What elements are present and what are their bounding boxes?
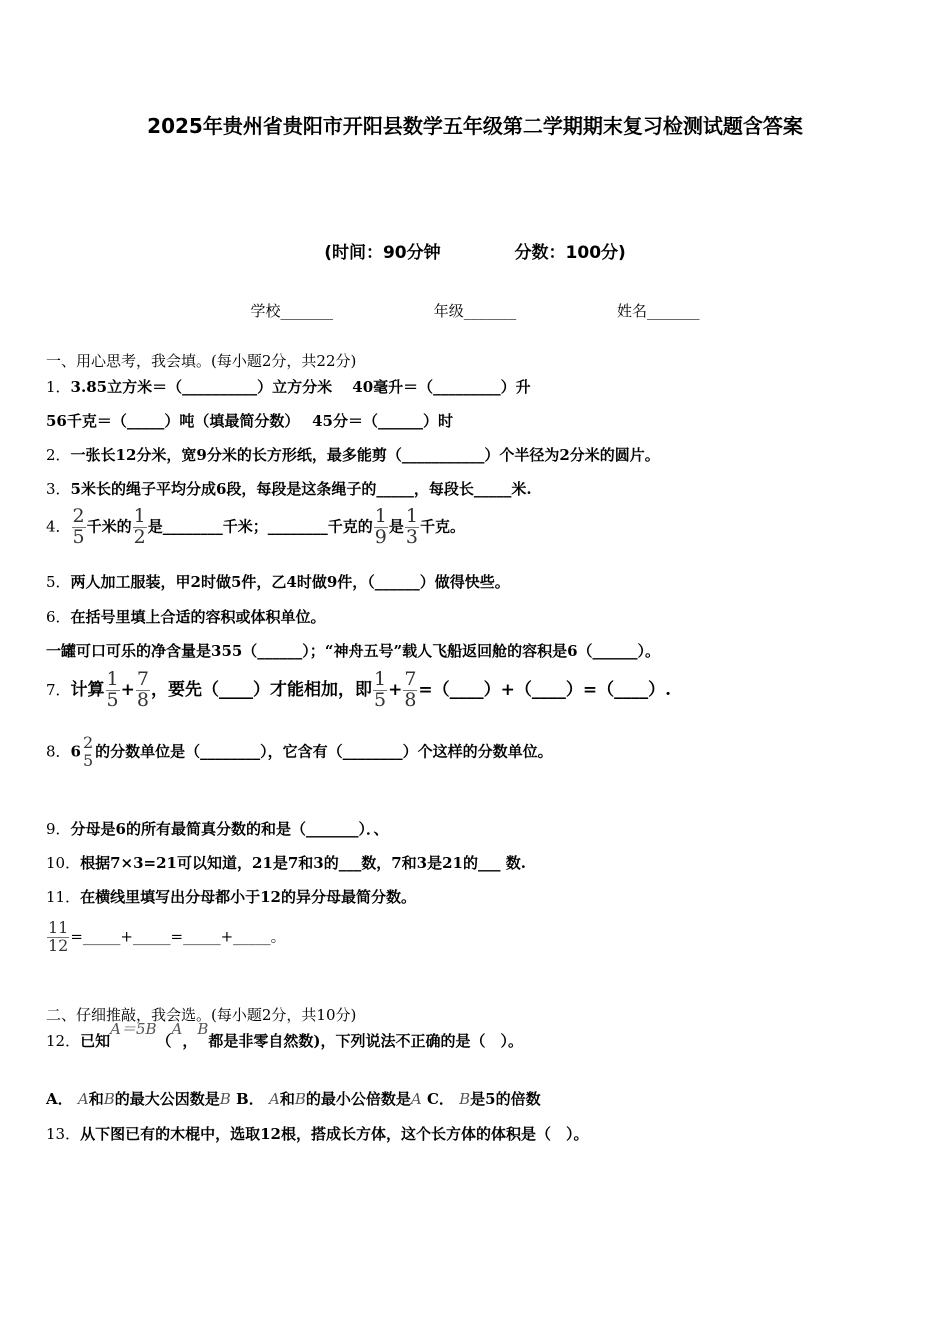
section2-heading: 二、仔细推敲，我会选。(每小题2分，共10分): [46, 1006, 357, 1024]
plus-sign: +: [388, 679, 403, 700]
question-text: ，要先（____）才能相加，即: [150, 679, 372, 700]
question-text: 3.85立方米＝（__________）立方分米 40毫升＝（_________）升: [70, 378, 531, 396]
question-number: 6．: [46, 608, 71, 626]
grade-field: 年级_______: [433, 302, 517, 320]
question-8: [46, 735, 553, 770]
exam-meta: [0, 238, 950, 263]
variable-b: B: [294, 1090, 306, 1108]
question-9: [46, 818, 389, 839]
variable-a: A: [268, 1090, 280, 1108]
question-10: [46, 852, 526, 873]
exam-time: (时间：90分钟: [324, 243, 441, 263]
question-text: 分母是6的所有最简真分数的和是（_______）．、: [70, 820, 389, 838]
fraction: $\frac{1}{5}$: [373, 668, 387, 711]
question-12-options: [46, 1088, 541, 1109]
question-4: [46, 507, 465, 548]
question-text: 计算: [70, 679, 105, 700]
fraction: $\frac{1}{2}$: [133, 505, 146, 548]
question-number: 8．: [46, 742, 71, 761]
option-b[interactable]: [236, 1090, 422, 1108]
question-text: =（____）+（____）=（____）.: [418, 679, 672, 700]
question-text: 一张长12分米，宽9分米的长方形纸，最多能剪（___________）个半径为2分米的圆片。: [70, 446, 660, 464]
question-number: 11．: [46, 888, 81, 906]
question-text: 是: [388, 517, 404, 536]
variable-a: A: [77, 1090, 89, 1108]
variable-a: A: [410, 1090, 422, 1108]
question-number: 2．: [46, 446, 71, 464]
option-label: B．: [236, 1090, 264, 1108]
question-number: 10．: [46, 854, 81, 872]
question-6-part2: 一罐可口可乐的净含量是355（______）；“神舟五号”载人飞船返回舱的容积是6（______）。: [46, 642, 661, 660]
option-text: 和: [88, 1090, 104, 1108]
option-c[interactable]: [427, 1090, 541, 1108]
fraction: $\frac{2}{5}$: [82, 733, 94, 770]
question-number: 4．: [46, 517, 71, 536]
question-6: [46, 606, 326, 627]
fraction: $\frac{7}{8}$: [404, 668, 417, 711]
equation: A＝5B: [110, 1020, 157, 1038]
variable-b: B: [103, 1090, 115, 1108]
question-11-equation: [46, 920, 286, 955]
question-7: [46, 670, 671, 711]
option-a[interactable]: [46, 1090, 231, 1108]
question-number: 13．: [46, 1125, 81, 1143]
question-3: [46, 478, 532, 499]
fraction: $\frac{11}{12}$: [48, 918, 69, 955]
variable-a: A: [171, 1020, 183, 1038]
question-text: 千米的: [86, 517, 132, 536]
question-text: （: [156, 1032, 172, 1050]
variable-b: B: [459, 1090, 471, 1108]
question-text: 两人加工服装，甲2时做5件，乙4时做9件，（______）做得快些。: [70, 573, 510, 591]
question-5: [46, 571, 510, 592]
question-1-part2: 56千克＝（_____）吨（填最简分数） 45分＝（______）时: [46, 412, 453, 430]
variable-b: B: [197, 1020, 209, 1038]
fraction: $\frac{2}{5}$: [72, 505, 85, 548]
option-text: 是5的倍数: [470, 1090, 541, 1108]
option-label: C．: [426, 1090, 454, 1108]
question-text: 从下图已有的木棍中，选取12根，搭成长方体，这个长方体的体积是（ ）。: [80, 1125, 589, 1143]
question-text: 的分数单位是（________），它含有（________）个这样的分数单位。: [95, 742, 553, 761]
question-number: 5．: [46, 573, 71, 591]
equation-blanks: =_____+_____=_____+_____。: [70, 927, 286, 946]
question-1: [46, 376, 531, 397]
question-text: 已知: [80, 1032, 111, 1050]
section1-heading: 一、用心思考，我会填。(每小题2分，共22分): [46, 352, 357, 370]
question-number: 1．: [46, 378, 71, 396]
question-number: 7．: [46, 680, 71, 699]
fraction: $\frac{1}{3}$: [405, 505, 418, 548]
name-field: 姓名_______: [617, 302, 700, 320]
question-text: 都是非零自然数)，下列说法不正确的是（ ）。: [208, 1032, 524, 1050]
question-text: ，: [182, 1032, 198, 1050]
question-number: 9．: [46, 820, 71, 838]
option-label: A．: [46, 1090, 73, 1108]
question-13: [46, 1123, 588, 1144]
question-text: 在横线里填写出分母都小于12的异分母最简分数。: [80, 888, 416, 906]
question-12: [46, 1020, 524, 1051]
question-number: 3．: [46, 480, 71, 498]
question-11: [46, 886, 416, 907]
option-text: 的最小公倍数是: [305, 1090, 411, 1108]
fraction: $\frac{1}{5}$: [106, 668, 119, 711]
fraction: $\frac{1}{9}$: [374, 505, 387, 548]
fraction: $\frac{7}{8}$: [136, 668, 149, 711]
question-number: 12．: [46, 1032, 81, 1050]
exam-score: 分数：100分): [514, 243, 626, 263]
page-title: 2025年贵州省贵阳市开阳县数学五年级第二学期期末复习检测试题含答案: [147, 114, 803, 138]
question-text: 在括号里填上合适的容积或体积单位。: [70, 608, 326, 626]
question-text: 根据7×3=21可以知道，21是7和3的___数，7和3是21的___ 数.: [80, 854, 526, 872]
option-text: 的最大公因数是: [114, 1090, 220, 1108]
question-text: 千克。: [419, 517, 465, 536]
question-text: 5米长的绳子平均分成6段，每段是这条绳子的_____，每段长_____米.: [70, 480, 532, 498]
question-text: 是________千米；________千克的: [147, 517, 373, 536]
mixed-number-whole: 6: [70, 742, 81, 761]
question-2: [46, 444, 660, 465]
school-field: 学校_______: [250, 302, 333, 320]
variable-b: B: [219, 1090, 231, 1108]
student-info: [0, 300, 950, 321]
plus-sign: +: [120, 679, 135, 700]
option-text: 和: [279, 1090, 295, 1108]
